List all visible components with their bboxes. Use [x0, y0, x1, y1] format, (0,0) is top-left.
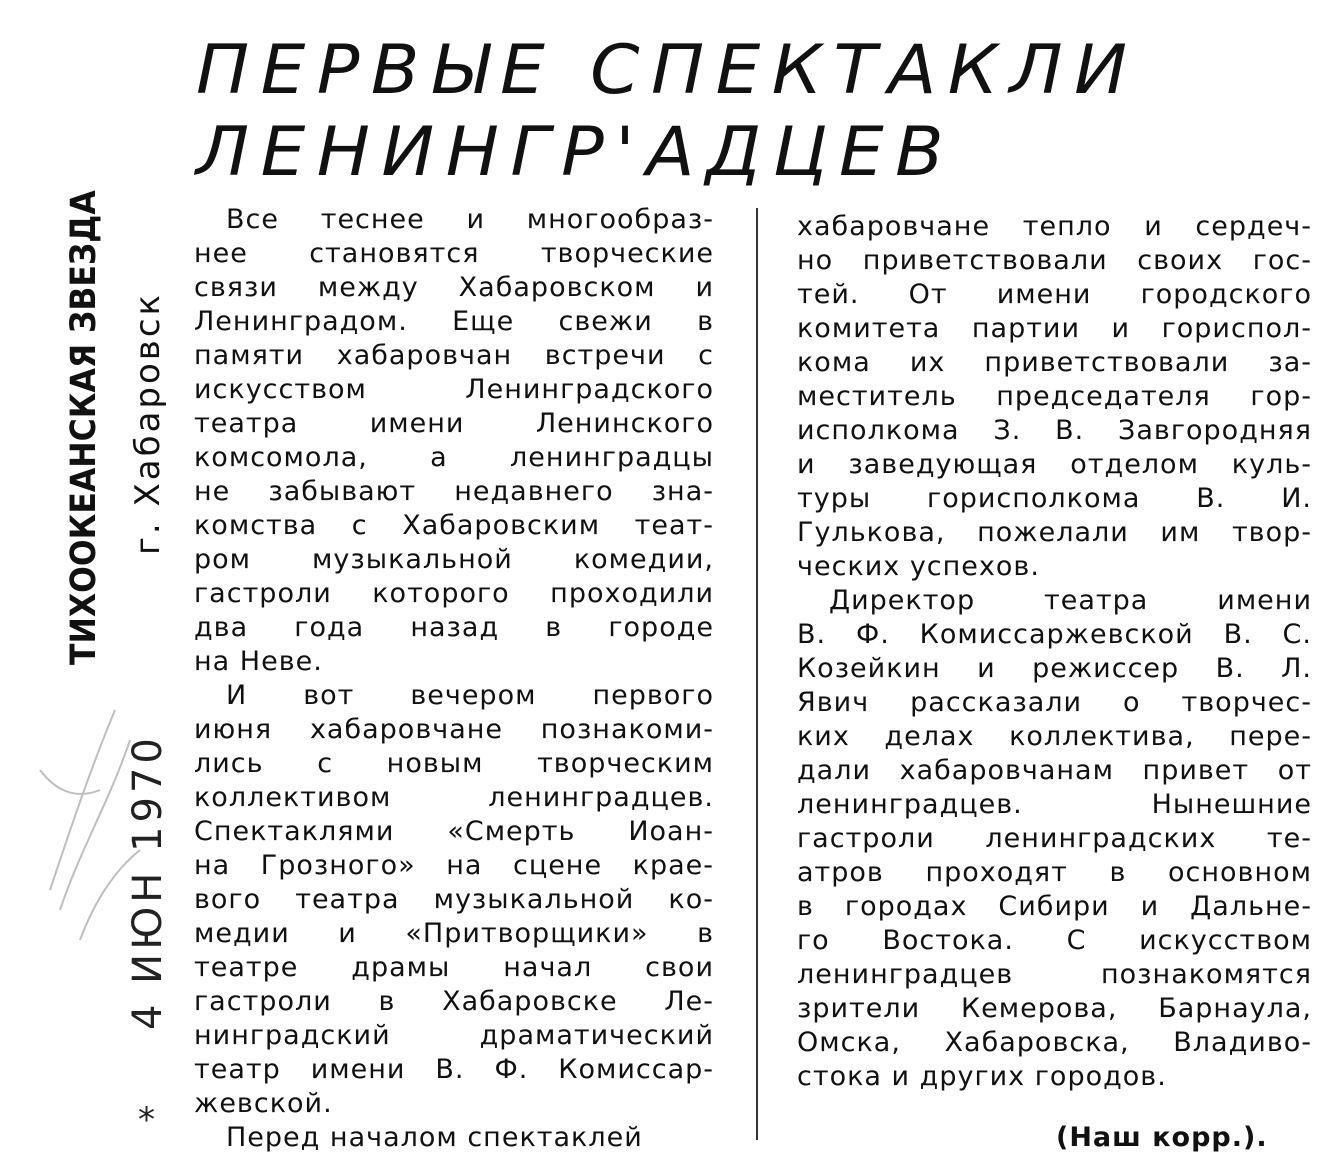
- text-line: го Востока. С искусством: [797, 925, 1312, 956]
- text-line: ленинградцев познакомятся: [797, 959, 1312, 990]
- text-line: комитета партии и гориспол-: [797, 313, 1312, 344]
- text-line: комства с Хабаровским теат-: [194, 510, 714, 541]
- text-line: В. Ф. Комиссаржевской В. С.: [797, 619, 1312, 650]
- text-line: медии и «Притворщики» в: [194, 918, 714, 949]
- text-line: Директор театра имени: [829, 585, 1312, 616]
- handwritten-mark: [20, 650, 160, 950]
- text-line: на Неве.: [194, 646, 323, 677]
- text-line: не забывают недавнего зна-: [194, 476, 714, 507]
- text-line: Перед началом спектаклей: [226, 1122, 643, 1153]
- text-line: нее становятся творческие: [194, 238, 714, 269]
- text-line: лись с новым творческим: [194, 748, 714, 779]
- text-line: коллективом ленинградцев.: [194, 782, 714, 813]
- headline-line-2: ЛЕНИНГР'АДЦЕВ: [196, 113, 956, 192]
- date-stamp: 4 ИЮН 1970: [125, 734, 171, 1030]
- column-divider: [756, 208, 758, 1140]
- text-line: в городах Сибири и Дальне-: [797, 891, 1312, 922]
- text-line: театре драмы начал свои: [194, 952, 714, 983]
- text-line: И вот вечером первого: [226, 680, 714, 711]
- byline: (Наш корр.).: [1056, 1122, 1268, 1153]
- text-line: нинградский драматический: [194, 1020, 714, 1051]
- text-line: памяти хабаровчан встречи с: [194, 340, 714, 371]
- asterisk-mark: *: [138, 1100, 155, 1140]
- text-line: жевской.: [194, 1088, 333, 1119]
- text-line: Ленинградом. Еще свежи в: [194, 306, 714, 337]
- text-line: исполкома З. В. Завгородняя: [797, 415, 1312, 446]
- text-line: и заведующая отделом куль-: [797, 449, 1312, 480]
- text-line: связи между Хабаровском и: [194, 272, 714, 303]
- text-line: Спектаклями «Смерть Иоан-: [194, 816, 714, 847]
- text-line: Козейкин и режиссер В. Л.: [797, 653, 1312, 684]
- text-line: искусством Ленинградского: [194, 374, 714, 405]
- left-column: [194, 203, 714, 1155]
- city-label: г. Хабаровск: [128, 291, 168, 555]
- text-line: атров проходят в основном: [797, 857, 1312, 888]
- text-line: гастроли в Хабаровске Ле-: [194, 986, 714, 1017]
- text-line: стока и других городов.: [797, 1061, 1167, 1092]
- headline-line-1: ПЕРВЫЕ СПЕКТАКЛИ: [196, 31, 1139, 110]
- newspaper-source-label: ТИХООКЕАНСКАЯ ЗВЕЗДА: [64, 190, 104, 665]
- article-headline: [196, 30, 1236, 194]
- text-line: кома их приветствовали за-: [797, 347, 1312, 378]
- text-line: на Грозного» на сцене крае-: [194, 850, 714, 881]
- text-line: тей. От имени городского: [797, 279, 1312, 310]
- text-line: но приветствовали своих гос-: [797, 245, 1312, 276]
- right-column: [797, 210, 1312, 1094]
- text-line: Явич рассказали о творчес-: [797, 687, 1312, 718]
- text-line: ческих успехов.: [797, 551, 1040, 582]
- text-line: гастроли ленинградских те-: [797, 823, 1312, 854]
- text-line: Гулькова, пожелали им твор-: [797, 517, 1312, 548]
- text-line: меститель председателя гор-: [797, 381, 1312, 412]
- text-line: вого театра музыкальной ко-: [194, 884, 714, 915]
- text-line: гастроли которого проходили: [194, 578, 714, 609]
- text-line: Омска, Хабаровска, Владиво-: [797, 1027, 1312, 1058]
- text-line: комсомола, а ленинградцы: [194, 442, 714, 473]
- text-line: два года назад в городе: [194, 612, 714, 643]
- text-line: дали хабаровчанам привет от: [797, 755, 1312, 786]
- text-line: театр имени В. Ф. Комиссар-: [194, 1054, 714, 1085]
- text-line: хабаровчане тепло и сердеч-: [797, 211, 1312, 242]
- text-line: Все теснее и многообраз-: [226, 204, 714, 235]
- text-line: ких делах коллектива, пере-: [797, 721, 1312, 752]
- text-line: театра имени Ленинского: [194, 408, 714, 439]
- text-line: зрители Кемерова, Барнаула,: [797, 993, 1312, 1024]
- text-line: ром музыкальной комедии,: [194, 544, 714, 575]
- text-line: ленинградцев. Нынешние: [797, 789, 1312, 820]
- text-line: туры горисполкома В. И.: [797, 483, 1312, 514]
- text-line: июня хабаровчане познакоми-: [194, 714, 714, 745]
